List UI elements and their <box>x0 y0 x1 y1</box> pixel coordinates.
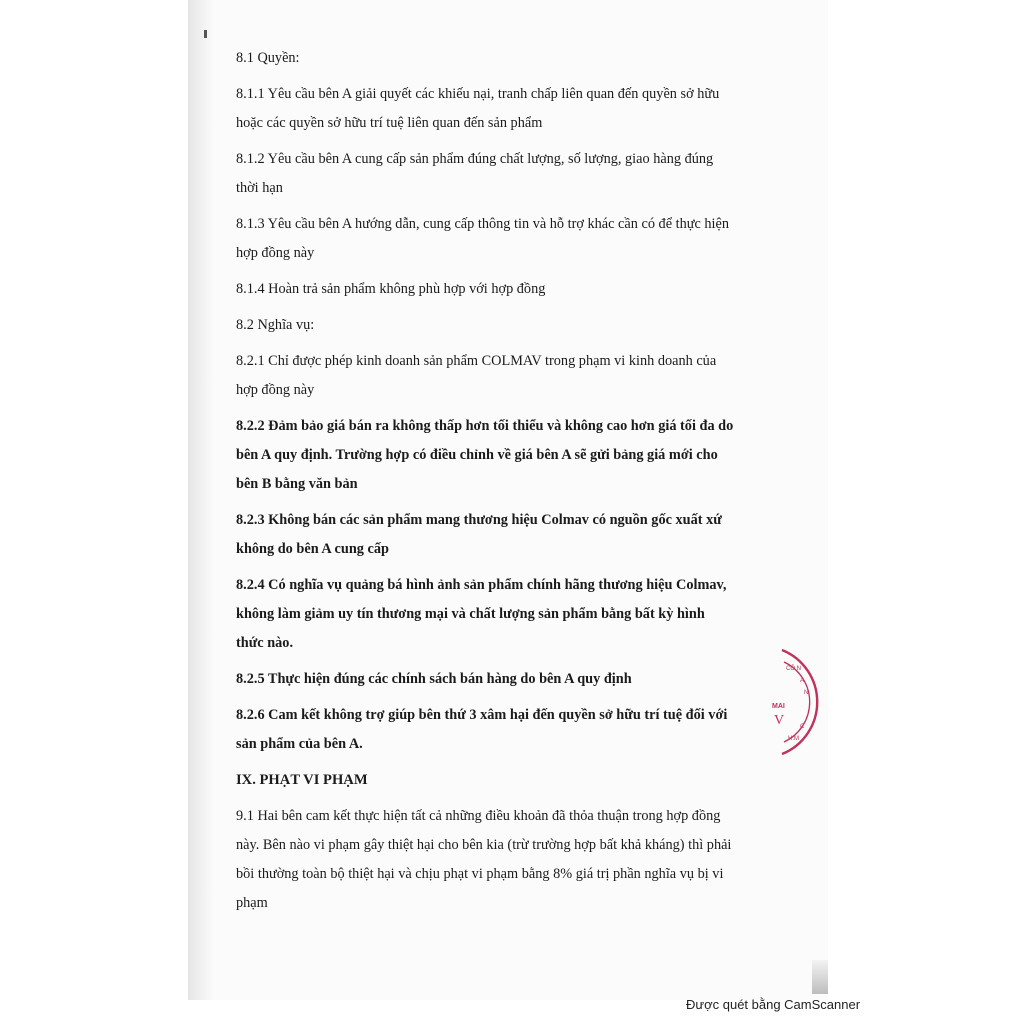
paragraph-spacing <box>236 203 796 210</box>
paragraph <box>236 80 796 138</box>
paragraph <box>236 701 796 759</box>
red-stamp-fragment <box>760 644 820 760</box>
svg-text:V: V <box>774 713 785 728</box>
text-line: 9.1 Hai bên cam kết thực hiện tất cả những điều khoản đã thỏa thuận trong hợp đồng <box>236 808 721 824</box>
text-line: 8.2.2 Đảm bảo giá bán ra không thấp hơn tối thiểu và không cao hơn giá tối đa do <box>236 418 734 434</box>
paragraph-spacing <box>236 268 796 275</box>
paragraph <box>236 412 796 499</box>
page-corner-shadow <box>812 960 828 994</box>
document-body <box>236 44 796 918</box>
text-line: hợp đồng này <box>236 245 315 261</box>
text-line: hoặc các quyền sở hữu trí tuệ liên quan đến sản phẩm <box>236 115 543 131</box>
paragraph-spacing <box>236 340 796 347</box>
stamp-text-bottom: H.M <box>788 736 799 742</box>
section-heading <box>236 766 796 795</box>
paragraph <box>236 210 796 268</box>
svg-text:A: A <box>800 678 805 684</box>
svg-text:C: C <box>800 724 805 730</box>
paragraph-spacing <box>236 564 796 571</box>
stamp-center-text: MAI <box>772 703 785 710</box>
paragraph <box>236 571 796 658</box>
text-line: 8.2.1 Chỉ được phép kinh doanh sản phẩm COLMAV trong phạm vi kinh doanh của <box>236 353 717 369</box>
scan-mark <box>204 30 207 38</box>
text-line: không làm giảm uy tín thương mại và chất lượng sản phẩm bằng bất kỳ hình <box>236 606 705 622</box>
text-line: 8.2.4 Có nghĩa vụ quảng bá hình ảnh sản phẩm chính hãng thương hiệu Colmav, <box>236 577 727 593</box>
text-line: 8.1.3 Yêu cầu bên A hướng dẫn, cung cấp thông tin và hỗ trợ khác cần có để thực hiện <box>236 216 730 232</box>
text-line: không do bên A cung cấp <box>236 541 389 557</box>
paragraph-spacing <box>236 499 796 506</box>
stamp-text-top: CÔ N <box>786 666 801 672</box>
text-line: hợp đồng này <box>236 382 315 398</box>
stamp-inner-ring <box>784 662 810 742</box>
text-line: bồi thường toàn bộ thiệt hại và chịu phạt vi phạm bằng 8% giá trị phần nghĩa vụ bị vi <box>236 866 724 882</box>
scanner-watermark: Được quét bằng CamScanner <box>686 997 861 1012</box>
paragraph <box>236 802 796 918</box>
paragraph-spacing <box>236 658 796 665</box>
text-line: bên B bằng văn bản <box>236 476 358 492</box>
paragraph <box>236 347 796 405</box>
text-line: sản phẩm của bên A. <box>236 736 363 752</box>
paragraph <box>236 665 796 694</box>
text-line: bên A quy định. Trường hợp có điều chỉnh về giá bên A sẽ gửi bảng giá mới cho <box>236 447 718 463</box>
text-line: IX. PHẠT VI PHẠM <box>236 772 368 788</box>
paragraph-spacing <box>236 138 796 145</box>
text-line: 8.2.5 Thực hiện đúng các chính sách bán hàng do bên A quy định <box>236 671 632 687</box>
paragraph <box>236 311 796 340</box>
text-line: phạm <box>236 895 268 911</box>
text-line: thức nào. <box>236 635 294 651</box>
text-line: 8.2 Nghĩa vụ: <box>236 317 315 333</box>
text-line: 8.2.6 Cam kết không trợ giúp bên thứ 3 xâm hại đến quyền sở hữu trí tuệ đối với <box>236 707 728 723</box>
paragraph-spacing <box>236 795 796 802</box>
paragraph-spacing <box>236 759 796 766</box>
text-line: 8.1 Quyền: <box>236 50 300 66</box>
svg-text:N: N <box>804 690 809 696</box>
text-line: thời hạn <box>236 180 283 196</box>
paragraph-spacing <box>236 73 796 80</box>
paragraph <box>236 44 796 73</box>
text-line: 8.1.1 Yêu cầu bên A giải quyết các khiếu nại, tranh chấp liên quan đến quyền sở hữu <box>236 86 720 102</box>
text-line: 8.2.3 Không bán các sản phẩm mang thương hiệu Colmav có nguồn gốc xuất xứ <box>236 512 722 528</box>
text-line: 8.1.4 Hoàn trả sản phẩm không phù hợp với hợp đồng <box>236 281 546 297</box>
paragraph-spacing <box>236 304 796 311</box>
paragraph-spacing <box>236 405 796 412</box>
text-line: này. Bên nào vi phạm gây thiệt hại cho bên kia (trừ trường hợp bất khả kháng) thì phải <box>236 837 732 853</box>
page-edge-shadow <box>188 0 214 1000</box>
paragraph <box>236 145 796 203</box>
paragraph <box>236 275 796 304</box>
text-line: 8.1.2 Yêu cầu bên A cung cấp sản phẩm đúng chất lượng, số lượng, giao hàng đúng <box>236 151 714 167</box>
paragraph-spacing <box>236 694 796 701</box>
paragraph <box>236 506 796 564</box>
